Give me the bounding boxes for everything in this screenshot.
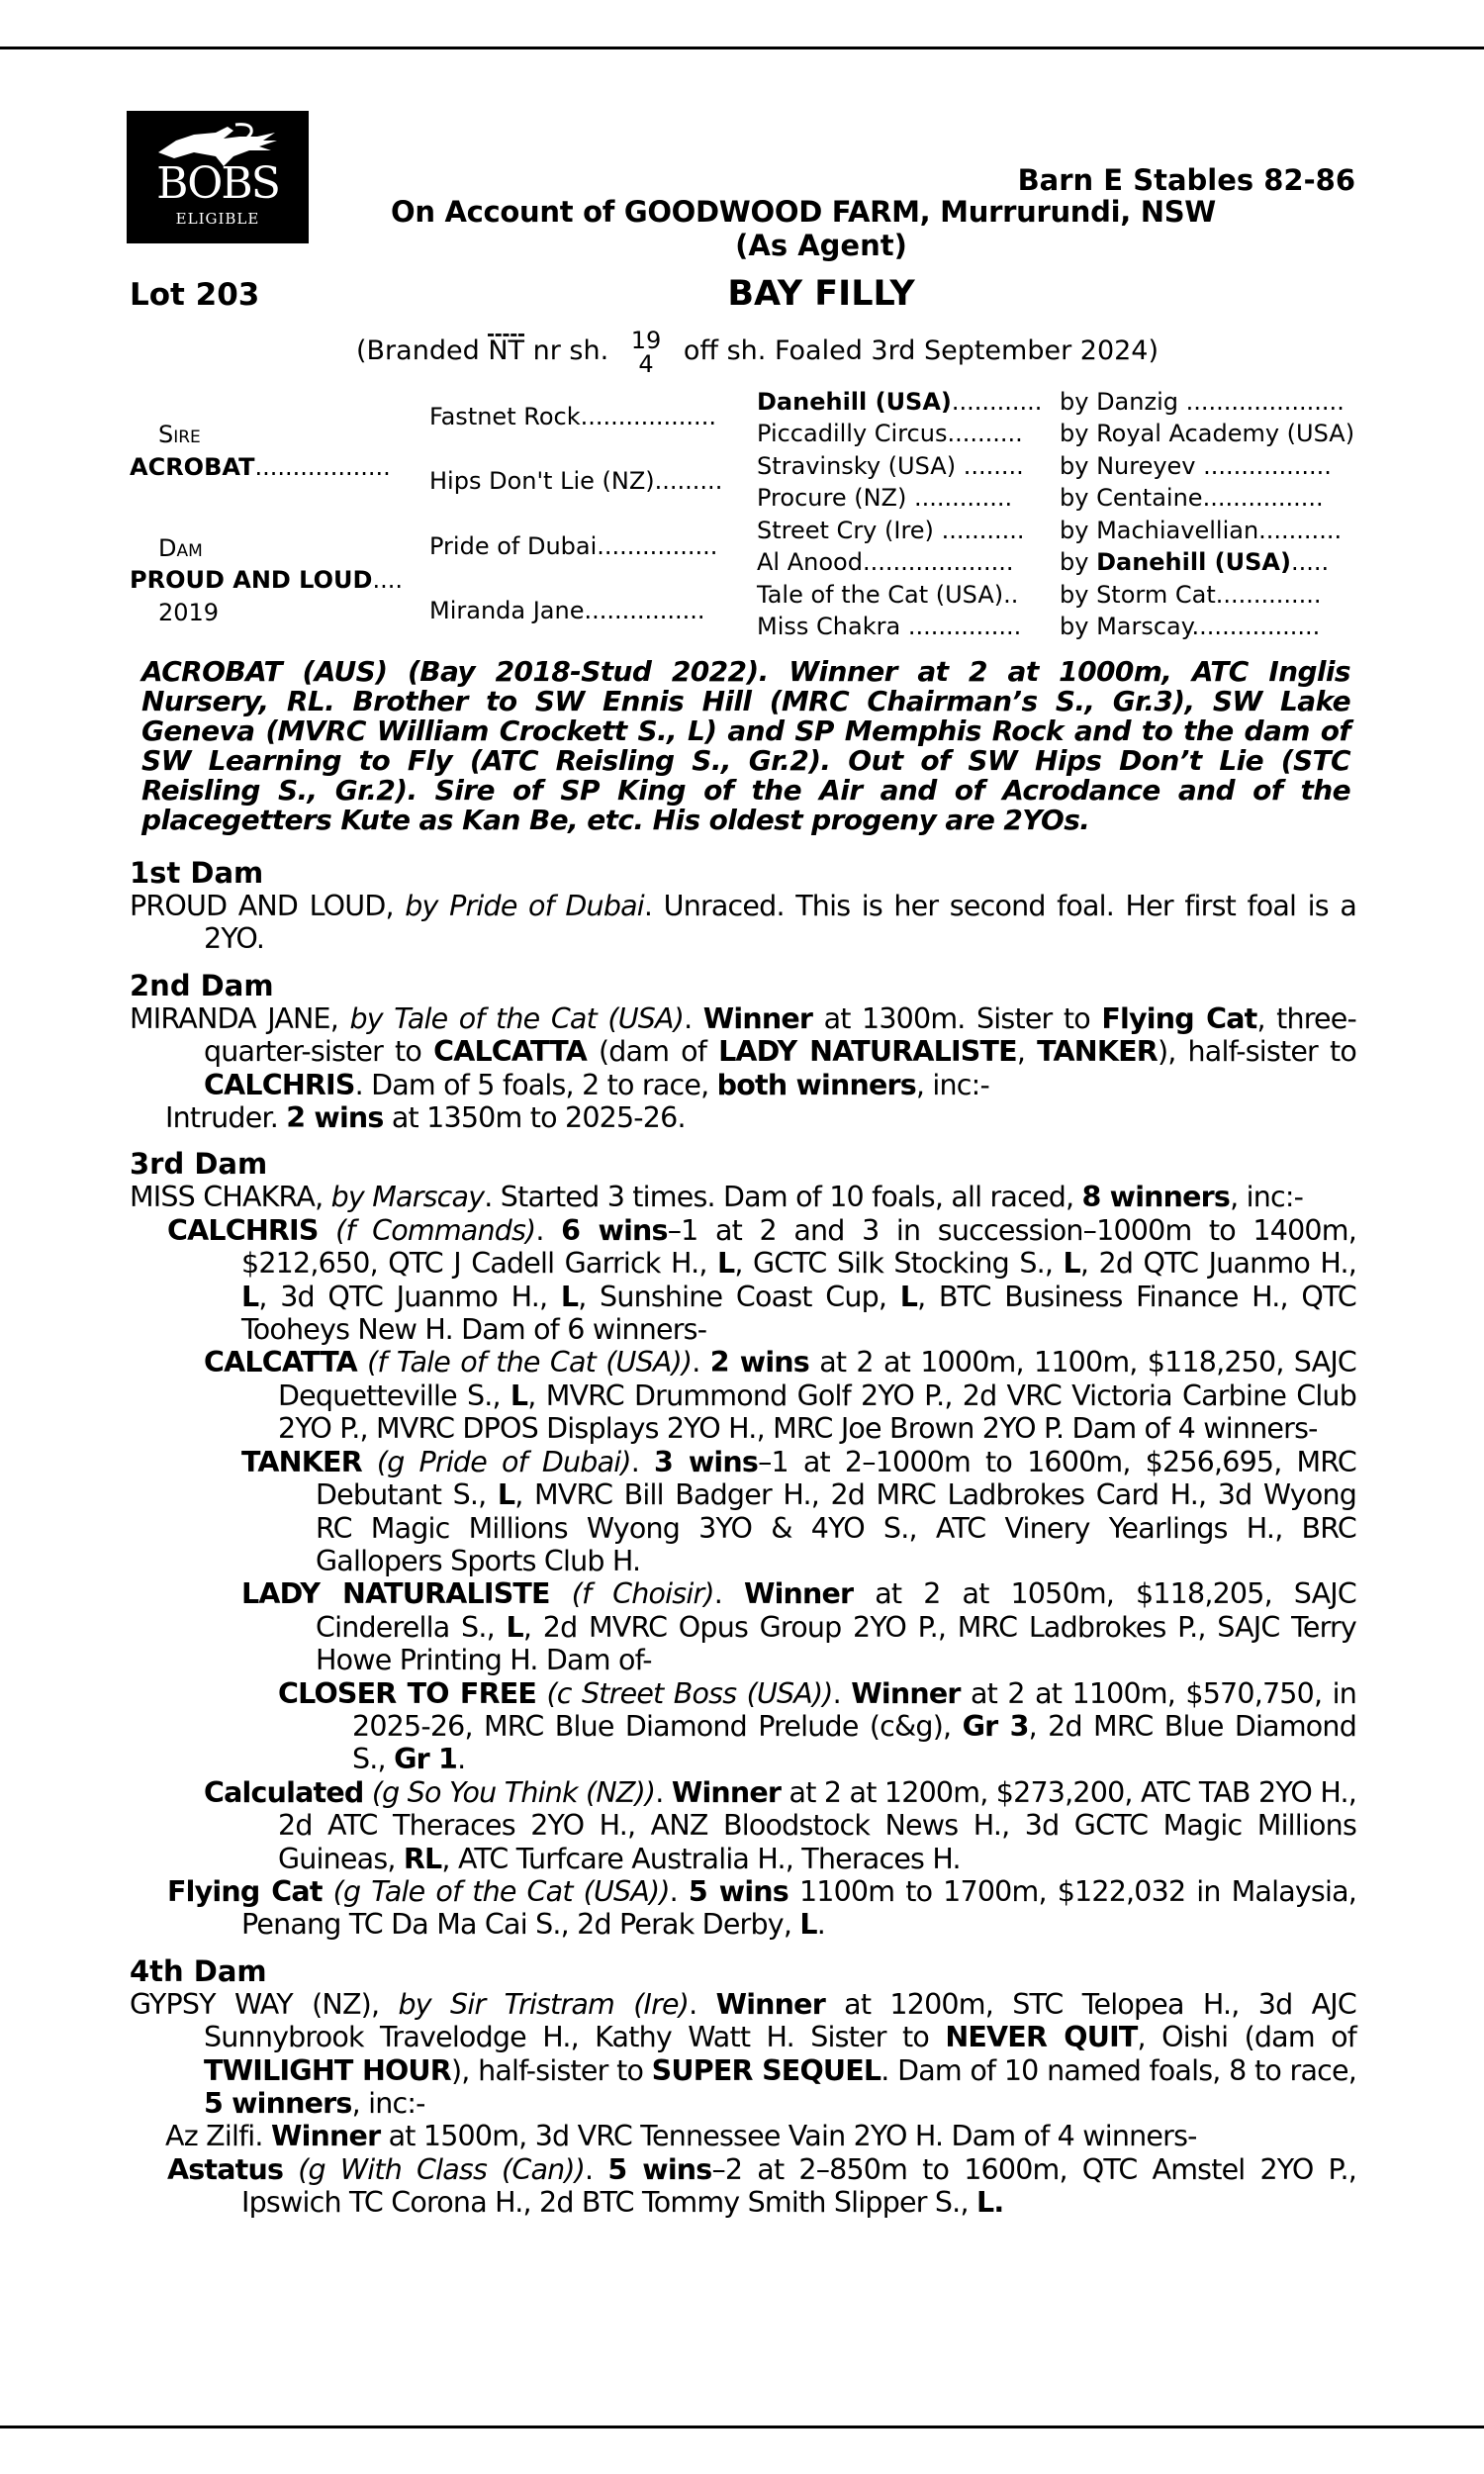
gen3-row: Procure (NZ) ............. bbox=[757, 484, 1013, 512]
section-heading-2nd-dam: 2nd Dam bbox=[130, 968, 274, 1002]
vendor-line: On Account of GOODWOOD FARM, Murrurundi, NSW bbox=[390, 195, 1216, 229]
section-heading-1st-dam: 1st Dam bbox=[130, 856, 264, 890]
brand-prefix: (Branded bbox=[356, 335, 480, 366]
section-heading-4th-dam: 4th Dam bbox=[130, 1953, 267, 1988]
gen2-miranda-jane: Miranda Jane................ bbox=[429, 597, 705, 624]
dam-name: PROUD AND LOUD.... bbox=[130, 566, 403, 594]
fraction-top: 19 bbox=[630, 326, 662, 354]
gen3-row: Al Anood.................... bbox=[757, 548, 1014, 576]
barn-location: Barn E Stables 82-86 bbox=[1017, 163, 1355, 197]
lot-title: BAY FILLY bbox=[727, 274, 915, 314]
lot-number: Lot 203 bbox=[130, 277, 260, 313]
dam-year: 2019 bbox=[158, 599, 220, 626]
brand-middle: nr sh. bbox=[532, 335, 609, 366]
agent-line: (As Agent) bbox=[735, 229, 907, 262]
sire-name: ACROBAT.................. bbox=[130, 453, 391, 481]
logo-text-bobs: BOBS bbox=[156, 158, 279, 209]
gen3-row: Piccadilly Circus.......... bbox=[757, 420, 1023, 447]
progeny-closer-to-free: CLOSER TO FREE (c Street Boss (USA)). Winner at 2 at 1100m, $570,750, in 2025-26, MRC Blue Diamond Prelude (c&g), Gr 3, 2d MRC Blue Diamond S., Gr 1. bbox=[278, 1676, 1356, 1776]
gen4-row: by Danehill (USA)..... bbox=[1060, 548, 1330, 576]
gen4-row: by Royal Academy (USA) bbox=[1060, 420, 1355, 447]
progeny-astatus: Astatus (g With Class (Can)). 5 wins–2 at 2–850m to 1600m, QTC Amstel 2YO P., Ipswich TC Corona H., 2d BTC Tommy Smith Slipper S., L. bbox=[167, 2152, 1356, 2220]
progeny-tanker: TANKER (g Pride of Dubai). 3 wins–1 at 2–1000m to 1600m, $256,695, MRC Debutant S., L, MVRC Bill Badger H., 2d MRC Ladbrokes Card H., 3d Wyong RC Magic Millions Wyong 3YO & 4YO S., ATC Vinery Yearlings H., BRC Gallopers Sports Club H. bbox=[241, 1445, 1357, 1577]
fraction-bottom: 4 bbox=[638, 349, 654, 378]
gen3-row: Stravinsky (USA) ........ bbox=[757, 452, 1024, 480]
brand-suffix: off sh. Foaled 3rd September 2024) bbox=[683, 335, 1159, 366]
gen2-pride-of-dubai: Pride of Dubai................ bbox=[429, 532, 718, 560]
progeny-flying-cat: Flying Cat (g Tale of the Cat (USA)). 5 wins 1100m to 1700m, $122,032 in Malaysia, Penang TC Da Ma Cai S., 2d Perak Derby, L. bbox=[167, 1874, 1357, 1942]
section-heading-3rd-dam: 3rd Dam bbox=[130, 1147, 268, 1182]
gen4-row: by Danzig ..................... bbox=[1060, 388, 1345, 416]
gen4-row: by Centaine................ bbox=[1060, 484, 1324, 512]
brand-line bbox=[356, 317, 1159, 386]
female-family bbox=[130, 843, 1356, 2220]
gen3-row: Danehill (USA)............ bbox=[757, 388, 1043, 416]
top-rule bbox=[0, 47, 1484, 49]
first-dam-entry: PROUD AND LOUD, by Pride of Dubai. Unraced. This is her second foal. Her first foal is a 2YO. bbox=[130, 890, 1356, 956]
gen2-hips-dont-lie: Hips Don't Lie (NZ)......... bbox=[429, 467, 723, 495]
gen3-row: Miss Chakra ............... bbox=[757, 613, 1022, 640]
bobs-eligible-logo bbox=[127, 111, 309, 243]
progeny-calcatta: CALCATTA (f Tale of the Cat (USA)). 2 wins at 2 at 1000m, 1100m, $118,250, SAJC Dequetteville S., L, MVRC Drummond Golf 2YO P., 2d VRC Victoria Carbine Club 2YO P., MVRC DPOS Displays 2YO H., MRC Joe Brown 2YO P. Dam of 4 winners- bbox=[204, 1346, 1357, 1446]
brand-mark: NT bbox=[488, 335, 525, 366]
dam-label: Dam bbox=[158, 534, 203, 562]
brand-fraction bbox=[630, 326, 662, 378]
gen3-row: Tale of the Cat (USA).. bbox=[757, 581, 1019, 609]
gen4-row: by Machiavellian........... bbox=[1060, 517, 1343, 544]
gen2-fastnet-rock: Fastnet Rock.................. bbox=[429, 403, 716, 430]
logo-text-eligible: ELIGIBLE bbox=[175, 210, 260, 228]
gen4-row: by Nureyev ................. bbox=[1060, 452, 1332, 480]
second-dam-entry: MIRANDA JANE, by Tale of the Cat (USA). Winner at 1300m. Sister to Flying Cat, three-quarter-sister to CALCATTA (dam of LADY NATURALISTE, TANKER), half-sister to CALCHRIS. Dam of 5 foals, 2 to race, both winners, inc:- bbox=[130, 1001, 1357, 1101]
third-dam-entry: MISS CHAKRA, by Marscay. Started 3 times. Dam of 10 foals, all raced, 8 winners, inc:- bbox=[130, 1181, 1304, 1214]
progeny-lady-naturaliste: LADY NATURALISTE (f Choisir). Winner at 2 at 1050m, $118,205, SAJC Cinderella S., L, 2d MVRC Opus Group 2YO P., MRC Ladbrokes P., SAJC Terry Howe Printing H. Dam of- bbox=[241, 1577, 1357, 1677]
progeny-intruder: Intruder. 2 wins at 1350m to 2025-26. bbox=[165, 1101, 686, 1135]
progeny-calchris: CALCHRIS (f Commands). 6 wins–1 at 2 and 3 in succession–1000m to 1400m, $212,650, QTC J Cadell Garrick H., L, GCTC Silk Stocking S., L, 2d QTC Juanmo H., L, 3d QTC Juanmo H., L, Sunshine Coast Cup, L, BTC Business Finance H., QTC Tooheys New H. Dam of 6 winners- bbox=[167, 1213, 1357, 1347]
sire-summary: ACROBAT (AUS) (Bay 2018-Stud 2022). Winner at 2 at 1000m, ATC Inglis Nursery, RL. Brother to SW Ennis Hill (MRC Chairman’s S., Gr.3), SW Lake Geneva (MVRC William Crockett S., L) and SP Memphis Rock and to the dam of SW Learning to Fly (ATC Reisling S., Gr.2). Out of SW Hips Don’t Lie (STC Reisling S., Gr.2). Sire of SP King of the Air and of Acrodance and of the placegetters Kute as Kan Be, etc. His oldest progeny are 2YOs. bbox=[141, 655, 1350, 836]
gen4-row: by Marscay................. bbox=[1060, 613, 1321, 640]
progeny-az-zilfi: Az Zilfi. Winner at 1500m, 3d VRC Tennessee Vain 2YO H. Dam of 4 winners- bbox=[165, 2120, 1197, 2153]
sire-label: Sire bbox=[158, 421, 201, 448]
gen3-row: Street Cry (Ire) ........... bbox=[757, 517, 1025, 544]
fourth-dam-entry: GYPSY WAY (NZ), by Sir Tristram (Ire). Winner at 1200m, STC Telopea H., 3d AJC Sunnybrook Travelodge H., Kathy Watt H. Sister to NEVER QUIT, Oishi (dam of TWILIGHT HOUR), half-sister to SUPER SEQUEL. Dam of 10 named foals, 8 to race, 5 winners, inc:- bbox=[130, 1987, 1356, 2120]
progeny-calculated: Calculated (g So You Think (NZ)). Winner at 2 at 1200m, $273,200, ATC TAB 2YO H., 2d ATC Theraces 2YO H., ANZ Bloodstock News H., 3d GCTC Magic Millions Guineas, RL, ATC Turfcare Australia H., Theraces H. bbox=[204, 1775, 1357, 1875]
gen4-row: by Storm Cat.............. bbox=[1060, 581, 1322, 609]
bottom-rule bbox=[0, 2426, 1484, 2428]
